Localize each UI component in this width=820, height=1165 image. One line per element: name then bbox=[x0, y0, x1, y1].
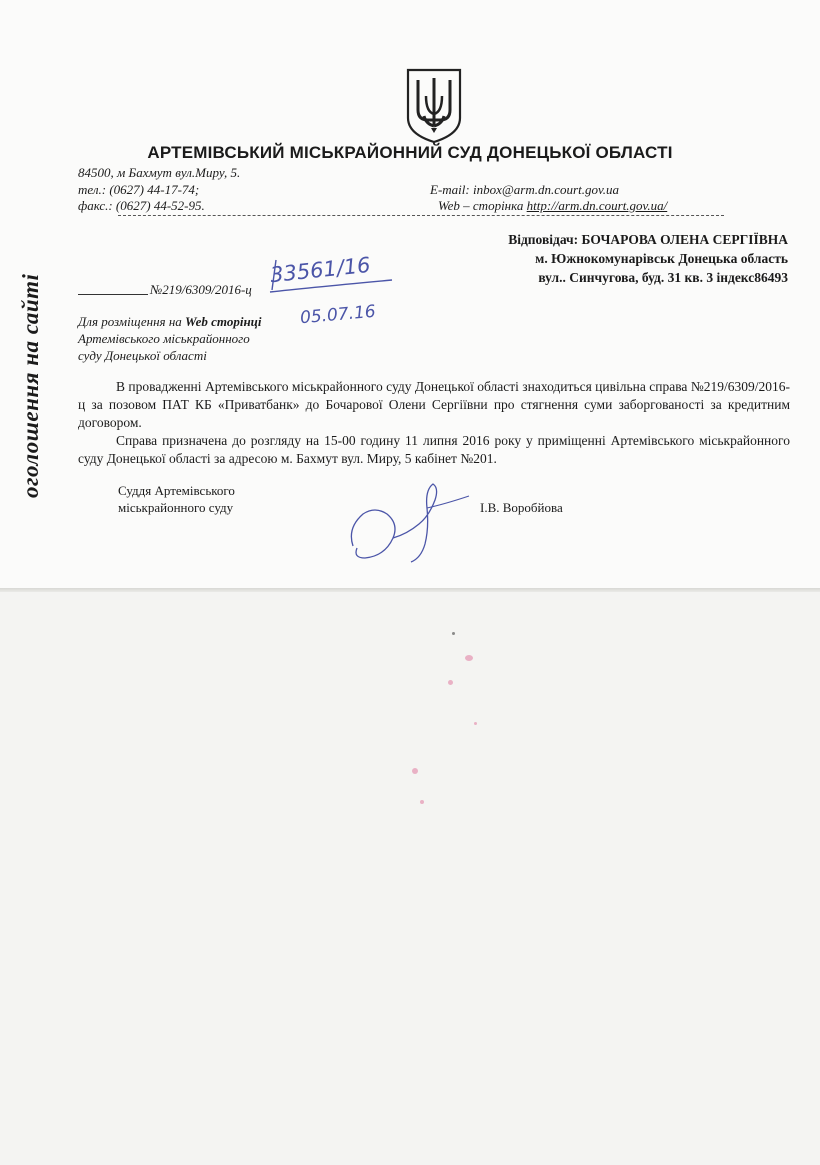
web-label: Web – сторінка bbox=[438, 198, 527, 213]
judge-signature-icon bbox=[345, 478, 495, 568]
web-note-bold: Web сторінці bbox=[185, 314, 262, 329]
ink-speck bbox=[474, 722, 477, 725]
ink-speck bbox=[448, 680, 453, 685]
court-address: 84500, м Бахмут вул.Миру, 5. bbox=[78, 165, 241, 180]
court-name: АРТЕМІВСЬКИЙ МІСЬКРАЙОННИЙ СУД ДОНЕЦЬКОЇ ОБЛАСТІ bbox=[147, 143, 673, 162]
notice-body bbox=[78, 378, 790, 468]
court-phone: тел.: (0627) 44-17-74; bbox=[78, 182, 200, 197]
ink-speck bbox=[412, 768, 418, 774]
web-note-line3: суду Донецької області bbox=[78, 348, 207, 363]
web-note-prefix: Для розміщення на bbox=[78, 314, 186, 329]
addressee-street: вул.. Синчугова, буд. 31 кв. 3 індекс86493 bbox=[538, 270, 788, 285]
signatory-title bbox=[118, 482, 235, 516]
web-note-line2: Артемівського міськрайонного bbox=[78, 331, 250, 346]
handwritten-date: 05.07.16 bbox=[299, 301, 377, 329]
notice-paragraph-2: Справа призначена до розгляду на 15-00 годину 11 липня 2016 року у приміщенні Артемівського міськрайонного суду Донецької області за адресою м. Бахмут вул. Миру, 5 кабінет №201. bbox=[78, 433, 790, 466]
notice-paragraph-1: В провадженні Артемівського міськрайонного суду Донецької області знаходиться цивільна справа №219/6309/2016-ц за позовом ПАТ КБ «Приватбанк» до Бочарової Олени Сергіївни про стягнення суми заборгованості за кредитним договором. bbox=[78, 379, 790, 430]
signatory-title-line2: міськрайонного суду bbox=[118, 500, 234, 515]
handwritten-strokes-icon bbox=[266, 256, 401, 296]
case-number-blank bbox=[78, 294, 148, 295]
blank-page-area bbox=[0, 592, 820, 1165]
web-placement-note bbox=[78, 313, 262, 364]
signatory-title-line1: Суддя Артемівського bbox=[118, 483, 235, 498]
trident-emblem-icon bbox=[404, 66, 464, 144]
court-web-line bbox=[438, 198, 667, 214]
ink-speck bbox=[465, 655, 473, 661]
court-web-link[interactable]: http://arm.dn.court.gov.ua/ bbox=[526, 198, 668, 213]
court-email: inbox@arm.dn.court.gov.ua bbox=[472, 182, 620, 197]
header-divider bbox=[118, 215, 724, 216]
ink-speck bbox=[420, 800, 424, 804]
court-fax: факс.: (0627) 44-52-95. bbox=[78, 198, 205, 213]
signatory-name: І.В. Воробйова bbox=[480, 500, 563, 515]
case-number: №219/6309/2016-ц bbox=[150, 282, 252, 297]
court-email-line bbox=[430, 182, 619, 198]
addressee-block bbox=[508, 230, 788, 287]
addressee-city: м. Южнокомунарівськ Донецька область bbox=[535, 251, 788, 266]
handwritten-outgoing-number: 33561/16 bbox=[269, 252, 372, 288]
website-announcement-label: оголошення на сайті bbox=[18, 273, 43, 498]
ink-speck bbox=[452, 632, 455, 635]
email-label: E-mail: bbox=[430, 182, 473, 197]
case-number-line bbox=[78, 282, 252, 298]
addressee-name: Відповідач: БОЧАРОВА ОЛЕНА СЕРГІЇВНА bbox=[508, 232, 788, 247]
